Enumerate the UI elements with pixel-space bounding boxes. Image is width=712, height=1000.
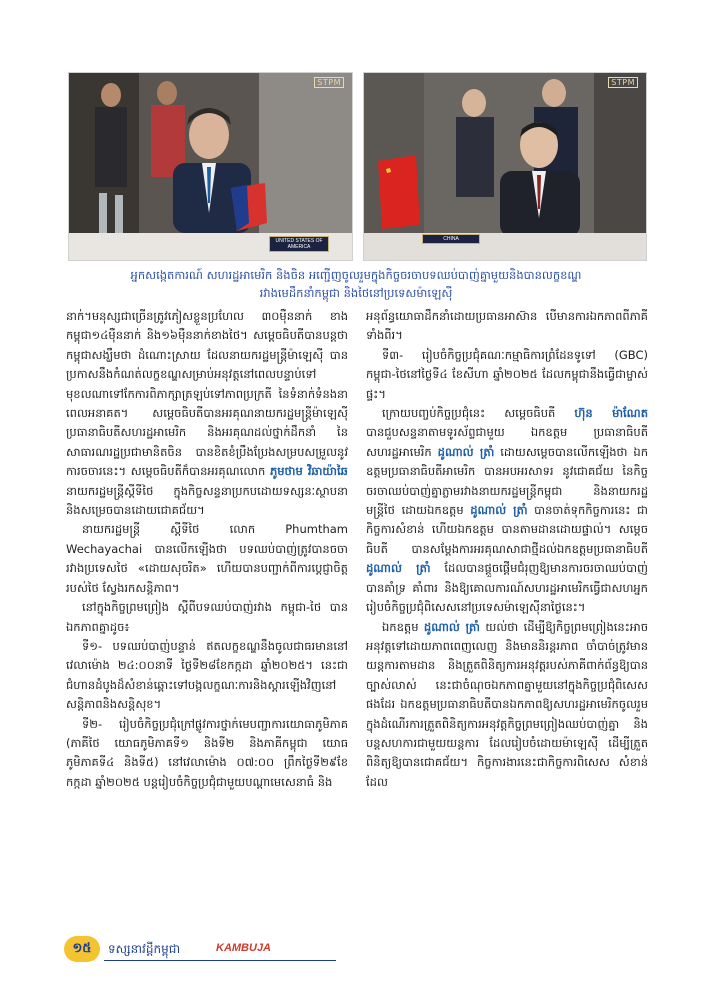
photo-china-observer [363, 72, 647, 261]
paragraph [366, 404, 648, 617]
magazine-brand: KAMBUJA [216, 942, 271, 954]
paragraph-text: បានជួបសន្ទនាតាមទូរស័ព្ទជាមួយ ឯកឧត្តម ប្រធានាធិបតីសហរដ្ឋអាមេរិក [366, 425, 648, 459]
article-column-left [66, 307, 348, 792]
paragraph: នៅក្នុងកិច្ចព្រមព្រៀង ស្តីពីបទឈប់បាញ់រវាង កម្ពុជា-ថៃ បានឯកភាពគ្នាដូច៖ [66, 600, 348, 634]
caption-line-2: រវាងមេដឹកនាំកម្ពុជា និងថៃនៅប្រទេសម៉ាឡេស៊ី [259, 286, 453, 300]
highlighted-name: ហ៊ុន ម៉ាណែត [574, 406, 649, 421]
paragraph: អនុព័ន្ធយោធាដឹកនាំដោយប្រធានអាស៊ាន បើមានការឯកភាពពីភាគីទាំងពីរ។ [366, 309, 648, 343]
paragraph-text: ដែលបានផ្តួចផ្តើមជំរុញឱ្យមានការចរចាឈប់បាញ់ បានគាំទ្រ គាំពារ និងឱ្យគោលការណ៍សហរដ្ឋអាមេរិកធ្វើជាសហអ្នករៀបចំកិច្ចប្រជុំពិសេសនៅប្រទេសម៉ាឡេស៊ីនាថ្ងៃនេះ។ [366, 561, 648, 615]
footer-rule [104, 960, 336, 961]
paragraph: ទី៣- រៀបចំកិច្ចប្រជុំគណៈកម្មាធិការព្រំដែនទូទៅ (GBC) កម្ពុជា-ថៃនៅថ្ងៃទី៤ ខែសីហា ឆ្នាំ២០២៥ ដែលកម្ពុជានឹងធ្វើជាម្ចាស់ផ្ទះ។ [366, 347, 648, 401]
paragraph-text: នាយករដ្ឋមន្ត្រីស្តីទីថៃ ក្នុងកិច្ចសន្ទនាប្រកបដោយទស្សនៈស្ថាបនា និងសម្រេចបានដោយជោគជ័យ។ [66, 483, 348, 518]
page-footer [64, 936, 284, 966]
paragraph: ទី១- បទឈប់បាញ់បន្ទាន់ ឥតលក្ខខណ្ឌនឹងចូលជាធរមាននៅវេលាម៉ោង ២៤:០០នាទី ថ្ងៃទី២៨ខែកក្កដា ឆ្នាំ២០២៥។ នេះជាជំហានដំបូងដ៏សំខាន់ឆ្ពោះទៅបង្កលក្ខណៈការនិងស្តារឡើងវិញនៅសន្តិភាពនិងសន្តិសុខ។ [66, 638, 348, 712]
photo-china-observer-illustration [364, 73, 646, 260]
paragraph-text: ឯកឧត្តម [382, 619, 419, 634]
paragraph: ទី២- រៀបចំកិច្ចប្រជុំក្រៅផ្លូវការថ្នាក់មេបញ្ជាការយោធាភូមិភាគ (ភាគីថៃ យោធភូមិភាគទី១ និងទី២ និងភាគីកម្ពុជា យោធភូមិភាគទី៤ និងទី៥) នៅវេលាម៉ោង ០៧:០០ ព្រឹកថ្ងៃទី២៩ខែកក្កដា ឆ្នាំ២០២៥ បន្តរៀបចំកិច្ចប្រជុំជាមួយបណ្តាមេសេនាធំ និង [66, 716, 348, 789]
highlighted-name: ភូមថាម វិឆាយ៉ាឆៃ [269, 464, 348, 479]
photo-watermark: STPM [314, 77, 344, 88]
paragraph: នាយករដ្ឋមន្ត្រី ស្តីទីថៃ លោក Phumtham Wechayachai បានលើកឡើងថា បទឈប់បាញ់ត្រូវបានចចារវាងប្រទេសថៃ «ដោយសុចរិត» ហើយបានបញ្ជាក់ពីការប្តេជ្ញាចិត្តរបស់ថៃ ស្វែងរកសន្តិភាព។ [66, 522, 348, 595]
page-number: ១៥ [64, 936, 100, 962]
magazine-title: ទស្សនាវដ្តីកម្ពុជា [108, 942, 181, 956]
nameplate-china: CHINA [422, 234, 480, 244]
highlighted-name: ដូណាល់ ត្រាំ [437, 444, 495, 459]
photo-caption [60, 266, 652, 302]
paragraph-text: យល់ថា ដើម្បីឱ្យកិច្ចព្រមព្រៀងនេះអាចអនុវត្តទៅដោយភាពពេញលេញ និងមាននិរន្តរភាព ចាំបាច់ត្រូវមានយន្តការតាមដាន និងត្រួតពិនិត្យការអនុវត្តរបស់ភាគីពាក់ព័ន្ធឱ្យបានច្បាស់លាស់ នេះជាចំណុចឯកភាពគ្នាមួយនៅក្នុងកិច្ចប្រជុំពិសេសផងដែរ ឯកឧត្តមប្រធានាធិបតីបានឯកភាពឱ្យសហរដ្ឋអាមេរិកចូលរួមក្នុងដំណើរការត្រួតពិនិត្យការអនុវត្តកិច្ចព្រមព្រៀងឈប់បាញ់គ្នា និងបន្តសហការជាមួយយន្តការ ដែលរៀបចំដោយម៉ាឡេស៊ី ដើម្បីត្រួតពិនិត្យឱ្យបានជោគជ័យ។ កិច្ចការងារនេះជាកិច្ចការពិសេស សំខាន់ ដែល [366, 619, 648, 789]
nameplate-usa: UNITED STATES OF AMERICA [269, 236, 329, 252]
paragraph-text: ក្រោយបញ្ចប់កិច្ចប្រជុំនេះ សម្តេចធិបតី [382, 406, 556, 421]
highlighted-name: ដូណាល់ ត្រាំ [470, 503, 528, 518]
paragraph-text: ដោយសម្តេចបានលើកឡើងថា ឯកឧត្តមប្រធានាធិបតីអាមេរិក បានអបអរសាទរ នូវជោគជ័យ នៃកិច្ចចរចាឈប់បាញ់គ្នាភ្លាមរវាងនាយករដ្ឋមន្ត្រីកម្ពុជា និងនាយករដ្ឋមន្ត្រីថៃ ដោយឯកឧត្តម [366, 444, 649, 518]
photo-watermark: STPM [608, 77, 638, 88]
highlighted-name: ដូណាល់ ត្រាំ [366, 561, 431, 576]
paragraph-text: នាក់។មនុស្សជាច្រើនត្រូវភៀសខ្លួនប្រហែល ៣០ម៉ឺននាក់ ខាងកម្ពុជា១៤ម៉ឺននាក់ និង១៦ម៉ឺននាក់ខាងថៃ។ សម្តេចធិបតីបានបន្តថា កម្ពុជាសង្ឃឹមថា ដំណោះស្រាយ ដែលនាយករដ្ឋមន្ត្រីម៉ាឡេស៊ី បានប្រកាសនឹងកំណត់លក្ខខណ្ឌសម្រាប់អនុវត្តនៅពេលបន្ទាប់ទៅមុខលណាទៅកែការពិភាក្សាត្រឡប់ទៅភាពប្រក្រតី នៃទំនាក់ទំនងនាពេលអនាគត។ សម្តេចធិបតីបានអរគុណនាយករដ្ឋមន្ត្រីម៉ាឡេស៊ី ប្រធានាធិបតីសហរដ្ឋអាមេរិក និងអរគុណដល់ថ្នាក់ដឹកនាំ នៃសាធារណរដ្ឋប្រជាមានិតចិន បានខិតខំប្រឹងប្រែងសម្របសម្រួលនូវការចចារនេះ។ សម្តេចធិបតីក៏បានអរគុណលោក [66, 309, 348, 479]
photo-us-observer [68, 72, 353, 261]
paragraph [366, 618, 648, 793]
photo-us-observer-illustration [69, 73, 352, 260]
caption-line-1: អ្នកសង្កេតការណ៍ សហរដ្ឋអាមេរិក និងចិន អញ្ជើញចូលរួមក្នុងកិច្ចចរចាបទឈប់បាញ់គ្នាមួយនិងបានលក្ខខណ្ឌ [130, 268, 582, 282]
article-column-right [366, 307, 648, 792]
paragraph-text: បានចាត់ទុកកិច្ចការនេះ ជាកិច្ចការសំខាន់ ហើយឯកឧត្តម បានតាមដានដោយផ្ទាល់។ សម្តេចធិបតី បានសម្តែងការអរគុណសាជាថ្មីដល់ឯកឧត្តមប្រធានាធិបតី [366, 503, 648, 556]
paragraph [66, 307, 348, 520]
highlighted-name: ដូណាល់ ត្រាំ [423, 619, 480, 634]
